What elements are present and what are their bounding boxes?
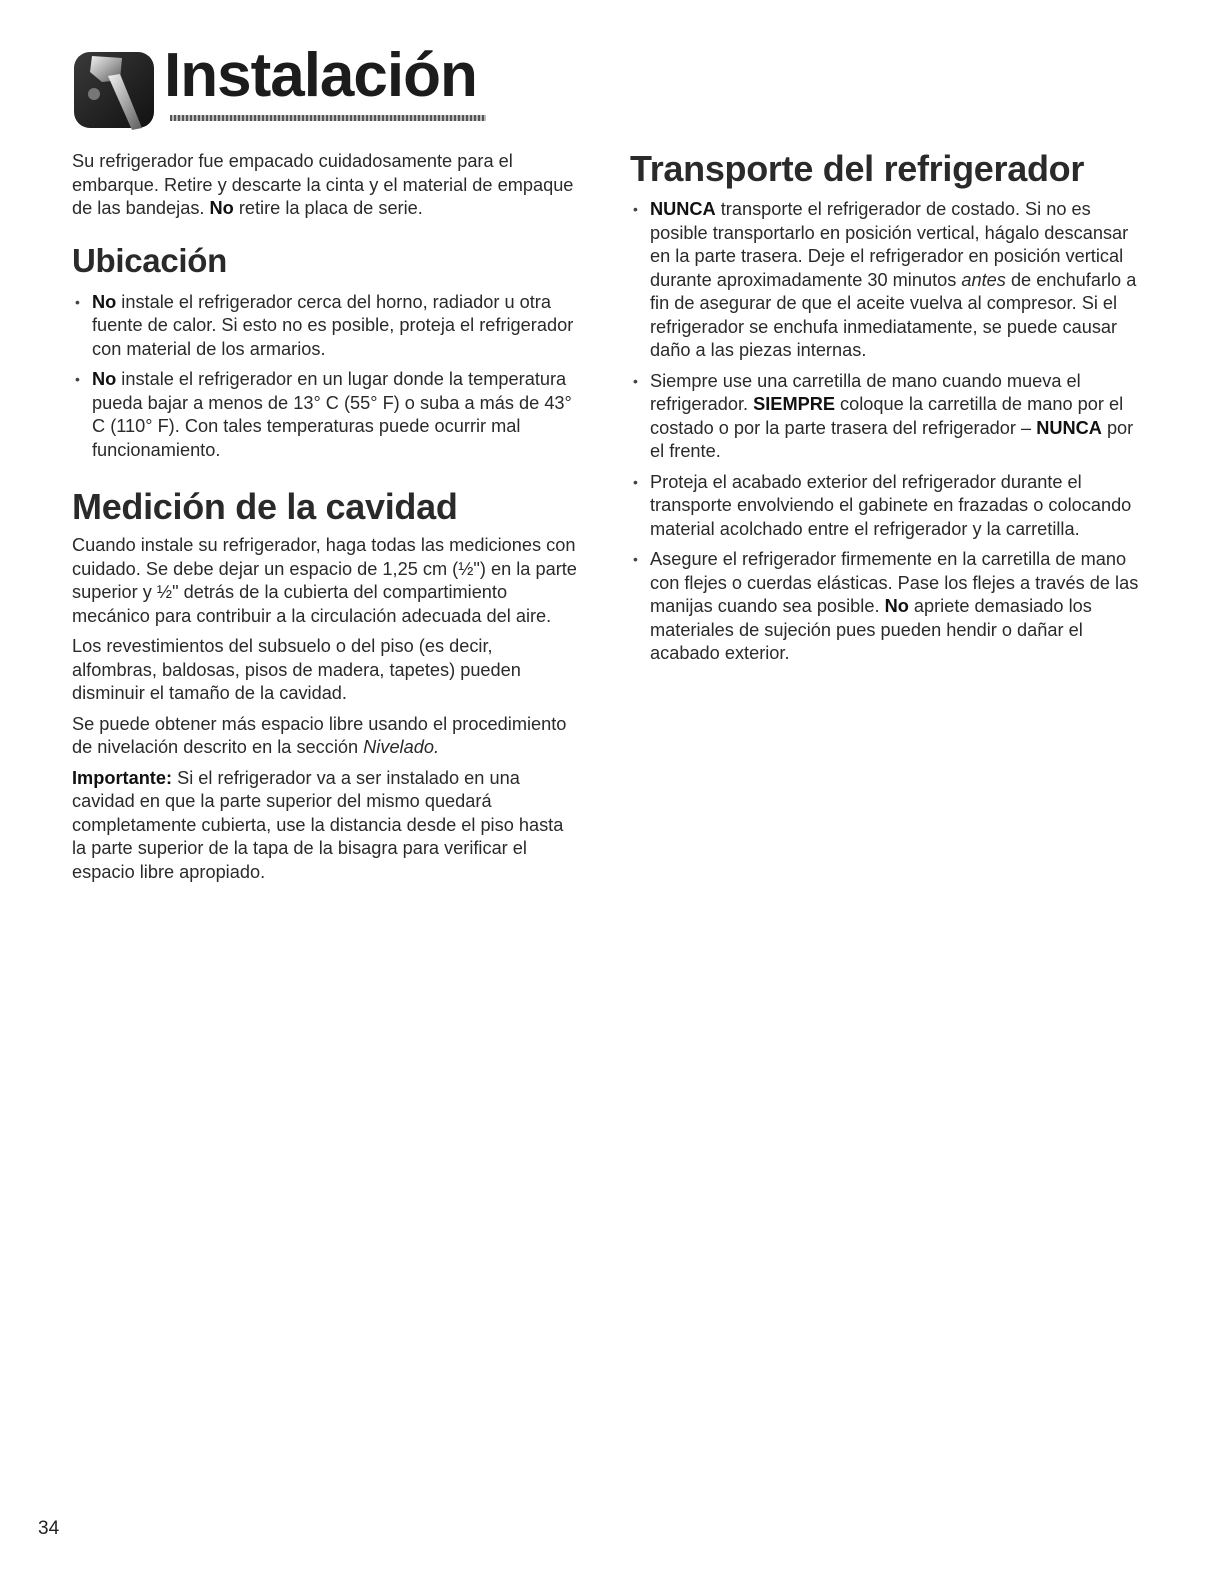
list-item: • Asegure el refrigerador firmemente en la carretilla de mano con flejes o cuerdas elásticas. Pase los flejes a través de las manijas cuando sea posible. No apriete demasiado los materiales de sujeción pues pueden hendir o dañar el acabado exterior. <box>630 548 1150 666</box>
transporte-list <box>630 198 1150 666</box>
list-item: • No instale el refrigerador cerca del horno, radiador u otra fuente de calor. Si esto no es posible, proteja el refrigerador con material de los armarios. <box>72 291 580 362</box>
right-column <box>630 148 1150 673</box>
wrench-tool-icon <box>72 46 158 132</box>
list-item: • Proteja el acabado exterior del refrigerador durante el transporte envolviendo el gabinete en frazadas o colocando material acolchado entre el refrigerador y la carretilla. <box>630 471 1150 542</box>
heading-medicion: Medición de la cavidad <box>72 486 458 527</box>
medicion-paragraph-4: Importante: Si el refrigerador va a ser instalado en una cavidad en que la parte superior del mismo quedará completamente cubierta, use la distancia desde el piso hasta la parte superior de la tapa de la bisagra para verificar el espacio libre apropiado. <box>72 767 564 882</box>
ubicacion-list <box>72 291 580 463</box>
heading-transporte: Transporte del refrigerador <box>630 148 1085 189</box>
heading-ubicacion: Ubicación <box>72 241 228 279</box>
left-column <box>72 150 580 891</box>
title-underline <box>170 115 486 121</box>
medicion-paragraph-1: Cuando instale su refrigerador, haga todas las mediciones con cuidado. Se debe dejar un espacio de 1,25 cm (½") en la parte superior y ½" detrás de la cubierta del compartimiento mecánico para contribuir a la circulación adecuada del aire. <box>72 535 577 626</box>
medicion-paragraph-2: Los revestimientos del subsuelo o del piso (es decir, alfombras, baldosas, pisos de madera, tapetes) pueden disminuir el tamaño de la cavidad. <box>72 636 521 703</box>
page-header <box>72 41 632 136</box>
intro-paragraph: Su refrigerador fue empacado cuidadosamente para el embarque. Retire y descarte la cinta y el material de empaque de las bandejas. No retire la placa de serie. <box>72 151 574 218</box>
page-title: Instalación <box>164 41 477 110</box>
list-item: • No instale el refrigerador en un lugar donde la temperatura pueda bajar a menos de 13° C (55° F) o suba a más de 43° C (110° F). Con tales temperaturas puede ocurrir mal funcionamiento. <box>72 368 580 462</box>
page-number: 34 <box>38 1518 60 1539</box>
list-item: • Siempre use una carretilla de mano cuando mueva el refrigerador. SIEMPRE coloque la carretilla de mano por el costado o por la parte trasera del refrigerador – NUNCA por el frente. <box>630 370 1150 464</box>
list-item: • NUNCA transporte el refrigerador de costado. Si no es posible transportarlo en posición vertical, hágalo descansar en la parte trasera. Deje el refrigerador en posición vertical durante aproximadamente 30 minutos antes de enchufarlo a fin de asegurar de que el aceite vuelva al compresor. Si el refrigerador se enchufa inmediatamente, se puede causar daño a las piezas internas. <box>630 198 1150 363</box>
medicion-paragraph-3: Se puede obtener más espacio libre usando el procedimiento de nivelación descrito en la sección Nivelado. <box>72 713 567 757</box>
